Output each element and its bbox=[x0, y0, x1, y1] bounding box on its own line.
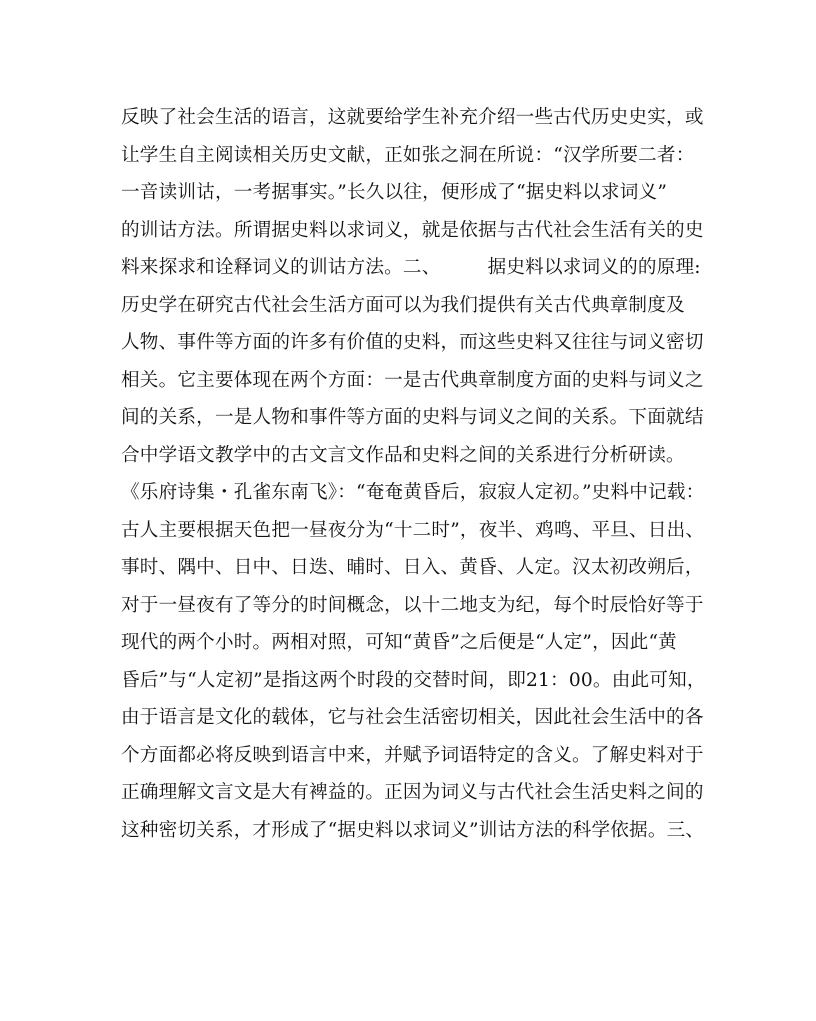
text-line-12: 古人主要根据天色把一昼夜分为“十二时”，夜半、鸡鸣、平旦、日出、 bbox=[121, 519, 705, 541]
text-line-6: 历史学在研究古代社会生活方面可以为我们提供有关古代典章制度及 bbox=[121, 294, 685, 316]
text-line-2: 让学生自主阅读相关历史文献，正如张之洞在所说：“汉学所要二者： bbox=[121, 144, 695, 166]
text-line-15: 现代的两个小时。两相对照，可知“黄昏”之后便是“人定”，因此“黄 bbox=[121, 632, 677, 653]
text-line-17: 由于语言是文化的载体，它与社会生活密切相关，因此社会生活中的各 bbox=[121, 707, 704, 728]
text-line-3: 一音读训诂，一考据事实。”长久以往，便形成了“据史料以求词义” bbox=[121, 182, 668, 203]
text-line-18: 个方面都必将反映到语言中来，并赋予词语特定的含义。了解史料对于 bbox=[121, 744, 704, 766]
text-line-14: 对于一昼夜有了等分的时间概念，以十二地支为纪，每个时辰恰好等于 bbox=[121, 594, 704, 616]
body-text bbox=[121, 99, 711, 849]
text-line-16: 昏后”与“人定初”是指这两个时段的交替时间，即21：00。由此可知， bbox=[121, 669, 706, 691]
text-line-8: 相关。它主要体现在两个方面：一是古代典章制度方面的史料与词义之 bbox=[121, 369, 704, 391]
text-line-19: 正确理解文言文是大有裨益的。正因为词义与古代社会生活史料之间的 bbox=[121, 782, 704, 803]
text-line-13: 事时、隅中、日中、日迭、晡时、日入、黄昏、人定。汉太初改朔后， bbox=[121, 557, 704, 578]
text-line-4: 的训诂方法。所谓据史料以求词义，就是依据与古代社会生活有关的史 bbox=[121, 219, 704, 241]
text-line-20: 这种密切关系，才形成了“据史料以求词义”训诂方法的科学依据。三、 bbox=[121, 819, 705, 841]
text-line-7: 人物、事件等方面的许多有价值的史料，而这些史料又往往与词义密切 bbox=[121, 332, 704, 353]
text-line-9: 间的关系，一是人物和事件等方面的史料与词义之间的关系。下面就结 bbox=[121, 407, 704, 428]
text-line-10: 合中学语文教学中的古文言文作品和史料之间的关系进行分析研读。 bbox=[121, 444, 685, 466]
text-line-5: 料来探求和诠释词义的训诂方法。二、 据史料以求词义的的原理: bbox=[121, 257, 701, 278]
text-line-1: 反映了社会生活的语言，这就要给学生补充介绍一些古代历史史实，或 bbox=[121, 107, 704, 128]
text-line-11: 《乐府诗集・孔雀东南飞》：“奄奄黄昏后，寂寂人定初。”史料中记载： bbox=[121, 482, 705, 503]
